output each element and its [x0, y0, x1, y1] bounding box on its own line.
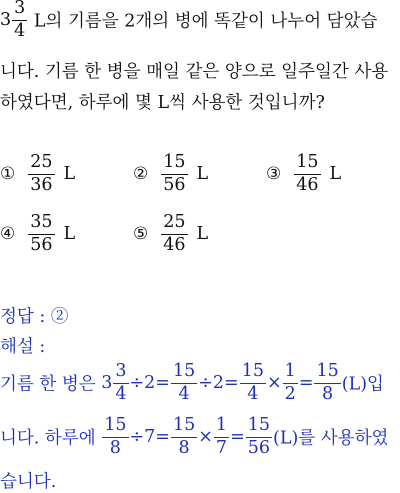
fraction: $\frac{35}{56}$: [30, 212, 53, 255]
choice-2[interactable]: [133, 154, 208, 194]
fraction: $\frac{25}{36}$: [30, 152, 53, 195]
math-op: ×: [267, 373, 282, 393]
fraction: $\frac{15}{8}$: [104, 415, 127, 458]
math-op: =: [230, 427, 245, 447]
math-op: ÷2=: [198, 373, 239, 393]
explanation-text: 기름 한 병은: [0, 374, 102, 395]
math-op: ÷7=: [129, 427, 170, 447]
choice-3[interactable]: [266, 154, 341, 194]
explanation-line-3: 습니다.: [0, 472, 57, 492]
fraction: $\frac{25}{46}$: [163, 212, 186, 255]
choice-mark: ②: [133, 164, 149, 184]
fraction: $\frac{15}{8}$: [316, 361, 339, 404]
choice-5[interactable]: [133, 214, 208, 254]
question-line-1: [0, 0, 377, 40]
fraction: $\frac{15}{46}$: [296, 152, 319, 195]
fraction: $\frac{15}{56}$: [163, 152, 186, 195]
explanation-text: (L)를 사용하였: [273, 428, 389, 449]
unit: L: [196, 164, 209, 184]
choice-mark: ③: [266, 164, 282, 184]
math-op: ÷2=: [129, 373, 170, 393]
mixed-whole: 3: [101, 373, 113, 393]
unit: L: [63, 224, 76, 244]
question-line-3: 하였다면, 하루에 몇 L씩 사용한 것입니까?: [0, 93, 325, 113]
choice-mark: ①: [0, 164, 16, 184]
answer-label: 정답 : ②: [0, 307, 69, 327]
math-op: =: [298, 373, 314, 393]
unit: L: [63, 164, 76, 184]
fraction: $\frac{15}{56}$: [247, 415, 271, 458]
fraction: $\frac{3}{4}$: [14, 0, 26, 41]
question-line-2: 니다. 기름 한 병을 매일 같은 양으로 일주일간 사용: [0, 62, 389, 82]
unit: L: [329, 164, 342, 184]
explanation-text: 니다. 하루에: [0, 428, 102, 449]
fraction: $\frac{15}{8}$: [172, 415, 196, 458]
math-op: ×: [198, 427, 213, 447]
explanation-text: (L)입: [341, 374, 384, 395]
choice-1[interactable]: [0, 154, 75, 194]
fraction: $\frac{1}{7}$: [215, 415, 228, 458]
explanation-line-2: [0, 417, 388, 457]
choice-mark: ④: [0, 224, 16, 244]
explanation-line-1: [0, 363, 384, 403]
fraction: $\frac{15}{4}$: [241, 361, 264, 404]
fraction: $\frac{3}{4}$: [115, 361, 127, 404]
choice-mark: ⑤: [133, 224, 149, 244]
choice-4[interactable]: [0, 214, 75, 254]
fraction: $\frac{15}{4}$: [172, 361, 196, 404]
unit: L: [196, 224, 209, 244]
question-text: L의 기름을 2개의 병에 똑같이 나누어 담았습: [33, 11, 378, 32]
explanation-label: 해설 :: [0, 337, 46, 357]
fraction: $\frac{1}{2}$: [284, 361, 296, 404]
mixed-whole: 3: [0, 10, 12, 30]
